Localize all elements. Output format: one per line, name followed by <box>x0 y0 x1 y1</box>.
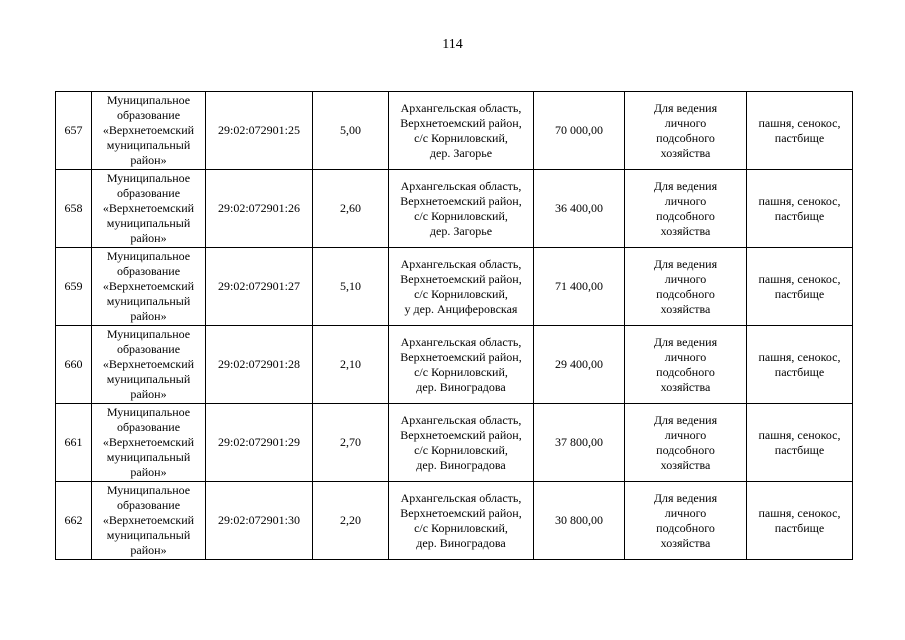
purpose-cell-line: хозяйства <box>660 457 711 472</box>
owner-cell <box>92 482 206 560</box>
cadastral-number-cell: 29:02:072901:29 <box>206 404 313 482</box>
owner-cell-line: муниципальный <box>106 138 191 152</box>
address-cell-line: с/с Корниловский, <box>414 442 508 457</box>
price-cell: 29 400,00 <box>534 326 625 404</box>
purpose-cell <box>625 326 747 404</box>
row-number-cell: 658 <box>56 170 92 248</box>
page-number: 114 <box>442 37 463 52</box>
owner-cell-line: район» <box>130 309 167 323</box>
cadastral-number-cell: 29:02:072901:27 <box>206 248 313 326</box>
address-cell-line: Верхнетоемский район, <box>400 427 522 442</box>
table-row <box>56 248 853 326</box>
land-type-cell <box>747 326 853 404</box>
address-cell-line: Верхнетоемский район, <box>400 271 522 286</box>
area-cell: 2,60 <box>313 170 389 248</box>
row-number-cell: 661 <box>56 404 92 482</box>
owner-cell-line: «Верхнетоемский <box>102 435 195 449</box>
land-type-cell-line: пастбище <box>774 520 825 535</box>
address-cell-line: дер. Виноградова <box>416 535 506 550</box>
owner-cell-line: образование <box>116 264 181 278</box>
purpose-cell <box>625 92 747 170</box>
cadastral-number-cell: 29:02:072901:26 <box>206 170 313 248</box>
address-cell <box>389 404 534 482</box>
owner-cell-line: «Верхнетоемский <box>102 513 195 527</box>
purpose-cell <box>625 170 747 248</box>
land-type-cell-line: пашня, сенокос, <box>758 115 841 130</box>
purpose-cell-line: подсобного <box>656 520 715 535</box>
row-number-cell: 660 <box>56 326 92 404</box>
address-cell-line: Архангельская область, <box>400 256 522 271</box>
land-type-cell-line: пашня, сенокос, <box>758 349 841 364</box>
owner-cell-line: образование <box>116 186 181 200</box>
land-type-cell-line: пашня, сенокос, <box>758 271 841 286</box>
address-cell <box>389 92 534 170</box>
land-type-cell-line: пастбище <box>774 364 825 379</box>
owner-cell-line: район» <box>130 231 167 245</box>
address-cell-line: с/с Корниловский, <box>414 364 508 379</box>
address-cell <box>389 326 534 404</box>
owner-cell-line: образование <box>116 498 181 512</box>
address-cell-line: дер. Загорье <box>429 223 493 238</box>
address-cell-line: с/с Корниловский, <box>414 208 508 223</box>
owner-cell <box>92 92 206 170</box>
table-row <box>56 170 853 248</box>
purpose-cell-line: Для ведения <box>653 490 718 505</box>
purpose-cell-line: личного <box>664 115 707 130</box>
land-type-cell-line: пашня, сенокос, <box>758 505 841 520</box>
owner-cell-line: «Верхнетоемский <box>102 123 195 137</box>
address-cell-line: Архангельская область, <box>400 100 522 115</box>
purpose-cell-line: Для ведения <box>653 178 718 193</box>
address-cell-line: Архангельская область, <box>400 412 522 427</box>
table-row <box>56 92 853 170</box>
land-plots-table <box>55 91 853 560</box>
purpose-cell-line: Для ведения <box>653 334 718 349</box>
purpose-cell-line: Для ведения <box>653 412 718 427</box>
purpose-cell-line: Для ведения <box>653 100 718 115</box>
purpose-cell-line: подсобного <box>656 130 715 145</box>
owner-cell <box>92 170 206 248</box>
area-cell: 2,20 <box>313 482 389 560</box>
price-cell: 70 000,00 <box>534 92 625 170</box>
land-type-cell-line: пастбище <box>774 442 825 457</box>
price-cell: 36 400,00 <box>534 170 625 248</box>
land-type-cell-line: пастбище <box>774 286 825 301</box>
purpose-cell-line: подсобного <box>656 364 715 379</box>
cadastral-number-cell: 29:02:072901:28 <box>206 326 313 404</box>
address-cell-line: Верхнетоемский район, <box>400 193 522 208</box>
area-cell: 2,70 <box>313 404 389 482</box>
address-cell-line: Архангельская область, <box>400 490 522 505</box>
owner-cell-line: Муниципальное <box>106 483 191 497</box>
owner-cell-line: муниципальный <box>106 528 191 542</box>
table-row <box>56 404 853 482</box>
area-cell: 2,10 <box>313 326 389 404</box>
land-type-cell-line: пашня, сенокос, <box>758 427 841 442</box>
land-type-cell-line: пашня, сенокос, <box>758 193 841 208</box>
row-number-cell: 657 <box>56 92 92 170</box>
address-cell-line: у дер. Анциферовская <box>404 301 518 316</box>
purpose-cell-line: хозяйства <box>660 379 711 394</box>
owner-cell-line: образование <box>116 108 181 122</box>
owner-cell-line: Муниципальное <box>106 327 191 341</box>
address-cell-line: дер. Виноградова <box>416 379 506 394</box>
address-cell-line: с/с Корниловский, <box>414 130 508 145</box>
land-type-cell-line: пастбище <box>774 130 825 145</box>
cadastral-number-cell: 29:02:072901:30 <box>206 482 313 560</box>
owner-cell-line: «Верхнетоемский <box>102 279 195 293</box>
land-type-cell <box>747 248 853 326</box>
owner-cell-line: Муниципальное <box>106 249 191 263</box>
owner-cell-line: муниципальный <box>106 372 191 386</box>
address-cell-line: с/с Корниловский, <box>414 286 508 301</box>
owner-cell-line: муниципальный <box>106 294 191 308</box>
owner-cell-line: муниципальный <box>106 216 191 230</box>
owner-cell-line: район» <box>130 153 167 167</box>
row-number-cell: 662 <box>56 482 92 560</box>
owner-cell-line: муниципальный <box>106 450 191 464</box>
address-cell-line: с/с Корниловский, <box>414 520 508 535</box>
owner-cell-line: Муниципальное <box>106 405 191 419</box>
purpose-cell-line: хозяйства <box>660 535 711 550</box>
land-type-cell <box>747 170 853 248</box>
row-number-cell: 659 <box>56 248 92 326</box>
land-type-cell <box>747 92 853 170</box>
purpose-cell-line: личного <box>664 349 707 364</box>
purpose-cell-line: хозяйства <box>660 223 711 238</box>
purpose-cell-line: подсобного <box>656 208 715 223</box>
owner-cell-line: Муниципальное <box>106 93 191 107</box>
purpose-cell-line: Для ведения <box>653 256 718 271</box>
owner-cell <box>92 404 206 482</box>
address-cell-line: Архангельская область, <box>400 334 522 349</box>
purpose-cell <box>625 482 747 560</box>
address-cell <box>389 170 534 248</box>
purpose-cell <box>625 404 747 482</box>
table-row <box>56 482 853 560</box>
purpose-cell-line: хозяйства <box>660 301 711 316</box>
address-cell-line: дер. Виноградова <box>416 457 506 472</box>
price-cell: 30 800,00 <box>534 482 625 560</box>
address-cell <box>389 482 534 560</box>
owner-cell-line: район» <box>130 465 167 479</box>
address-cell-line: Верхнетоемский район, <box>400 505 522 520</box>
owner-cell-line: Муниципальное <box>106 171 191 185</box>
purpose-cell-line: личного <box>664 271 707 286</box>
purpose-cell-line: хозяйства <box>660 145 711 160</box>
address-cell-line: Верхнетоемский район, <box>400 349 522 364</box>
purpose-cell <box>625 248 747 326</box>
land-type-cell <box>747 482 853 560</box>
cadastral-number-cell: 29:02:072901:25 <box>206 92 313 170</box>
price-cell: 71 400,00 <box>534 248 625 326</box>
address-cell <box>389 248 534 326</box>
address-cell-line: Архангельская область, <box>400 178 522 193</box>
table-row <box>56 326 853 404</box>
address-cell-line: Верхнетоемский район, <box>400 115 522 130</box>
area-cell: 5,10 <box>313 248 389 326</box>
owner-cell <box>92 326 206 404</box>
owner-cell-line: образование <box>116 420 181 434</box>
price-cell: 37 800,00 <box>534 404 625 482</box>
area-cell: 5,00 <box>313 92 389 170</box>
owner-cell-line: район» <box>130 387 167 401</box>
owner-cell-line: «Верхнетоемский <box>102 357 195 371</box>
table-body <box>56 92 853 560</box>
owner-cell-line: образование <box>116 342 181 356</box>
purpose-cell-line: личного <box>664 427 707 442</box>
owner-cell <box>92 248 206 326</box>
land-type-cell-line: пастбище <box>774 208 825 223</box>
purpose-cell-line: подсобного <box>656 442 715 457</box>
purpose-cell-line: личного <box>664 505 707 520</box>
owner-cell-line: район» <box>130 543 167 557</box>
land-type-cell <box>747 404 853 482</box>
owner-cell-line: «Верхнетоемский <box>102 201 195 215</box>
address-cell-line: дер. Загорье <box>429 145 493 160</box>
purpose-cell-line: личного <box>664 193 707 208</box>
purpose-cell-line: подсобного <box>656 286 715 301</box>
